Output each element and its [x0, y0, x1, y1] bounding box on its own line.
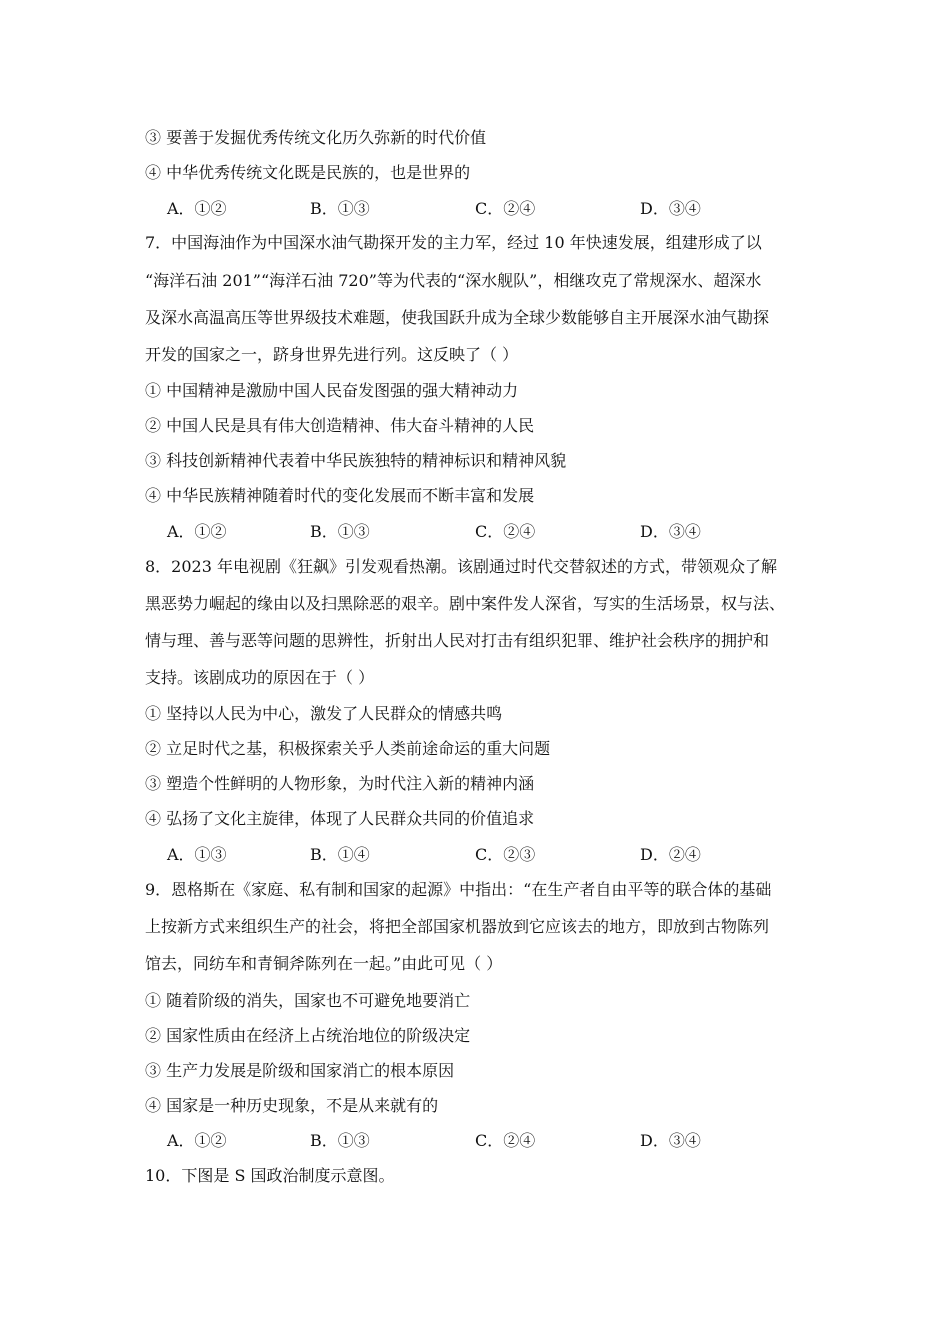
- q7-option-c[interactable]: C．②④: [475, 522, 536, 541]
- q7-stem-line: 7．中国海油作为中国深水油气勘探开发的主力军，经过 10 年快速发展，组建形成了以: [145, 233, 762, 252]
- q6-item-4: ④ 中华优秀传统文化既是民族的，也是世界的: [145, 163, 471, 182]
- q9-stem-line: 9．恩格斯在《家庭、私有制和国家的起源》中指出：“在生产者自由平等的联合体的基础: [145, 880, 772, 899]
- q8-stem-line: 支持。该剧成功的原因在于（ ）: [145, 668, 375, 687]
- q8-item-1: ① 坚持以人民为中心，激发了人民群众的情感共鸣: [145, 704, 503, 723]
- q9-option-b[interactable]: B．①③: [310, 1131, 370, 1150]
- q7-item-4: ④ 中华民族精神随着时代的变化发展而不断丰富和发展: [145, 486, 535, 505]
- q8-item-4: ④ 弘扬了文化主旋律，体现了人民群众共同的价值追求: [145, 809, 535, 828]
- q8-stem-line: 8．2023 年电视剧《狂飙》引发观看热潮。该剧通过时代交替叙述的方式，带领观众了解: [145, 557, 777, 576]
- q8-option-b[interactable]: B．①④: [310, 845, 370, 864]
- q7-stem-line: 及深水高温高压等世界级技术难题，使我国跃升成为全球少数能够自主开展深水油气勘探: [145, 308, 770, 327]
- q6-option-d[interactable]: D．③④: [640, 199, 701, 218]
- q9-stem-line: 上按新方式来组织生产的社会，将把全部国家机器放到它应该去的地方，即放到古物陈列: [145, 917, 770, 936]
- q7-item-3: ③ 科技创新精神代表着中华民族独特的精神标识和精神风貌: [145, 451, 567, 470]
- q8-option-a[interactable]: A．①③: [167, 845, 227, 864]
- q8-item-3: ③ 塑造个性鲜明的人物形象，为时代注入新的精神内涵: [145, 774, 535, 793]
- q7-option-a[interactable]: A．①②: [167, 522, 227, 541]
- q8-option-d[interactable]: D．②④: [640, 845, 701, 864]
- q10-stem-line: 10．下图是 S 国政治制度示意图。: [145, 1166, 395, 1185]
- q9-item-2: ② 国家性质由在经济上占统治地位的阶级决定: [145, 1026, 471, 1045]
- q7-option-b[interactable]: B．①③: [310, 522, 370, 541]
- q6-option-b[interactable]: B．①③: [310, 199, 370, 218]
- q7-stem-line: “海洋石油 201”“海洋石油 720”等为代表的“深水舰队”，相继攻克了常规深水、超深水: [145, 271, 762, 290]
- q7-item-2: ② 中国人民是具有伟大创造精神、伟大奋斗精神的人民: [145, 416, 535, 435]
- q7-stem-line: 开发的国家之一，跻身世界先进行列。这反映了（ ）: [145, 345, 519, 364]
- q7-option-d[interactable]: D．③④: [640, 522, 701, 541]
- q7-item-1: ① 中国精神是激励中国人民奋发图强的强大精神动力: [145, 381, 519, 400]
- q9-item-1: ① 随着阶级的消失，国家也不可避免地要消亡: [145, 991, 471, 1010]
- q8-option-c[interactable]: C．②③: [475, 845, 536, 864]
- q9-option-d[interactable]: D．③④: [640, 1131, 701, 1150]
- q8-stem-line: 黑恶势力崛起的缘由以及扫黑除恶的艰辛。剧中案件发人深省，写实的生活场景，权与法、: [145, 594, 786, 613]
- q9-option-a[interactable]: A．①②: [167, 1131, 227, 1150]
- q8-item-2: ② 立足时代之基，积极探索关乎人类前途命运的重大问题: [145, 739, 551, 758]
- q6-item-3: ③ 要善于发掘优秀传统文化历久弥新的时代价值: [145, 128, 487, 147]
- q9-option-c[interactable]: C．②④: [475, 1131, 536, 1150]
- q6-option-c[interactable]: C．②④: [475, 199, 536, 218]
- q8-stem-line: 情与理、善与恶等问题的思辨性，折射出人民对打击有组织犯罪、维护社会秩序的拥护和: [145, 631, 770, 650]
- q9-item-4: ④ 国家是一种历史现象，不是从来就有的: [145, 1096, 439, 1115]
- q6-option-a[interactable]: A．①②: [167, 199, 227, 218]
- q9-stem-line: 馆去，同纺车和青铜斧陈列在一起。”由此可见（ ）: [145, 954, 503, 973]
- q9-item-3: ③ 生产力发展是阶级和国家消亡的根本原因: [145, 1061, 455, 1080]
